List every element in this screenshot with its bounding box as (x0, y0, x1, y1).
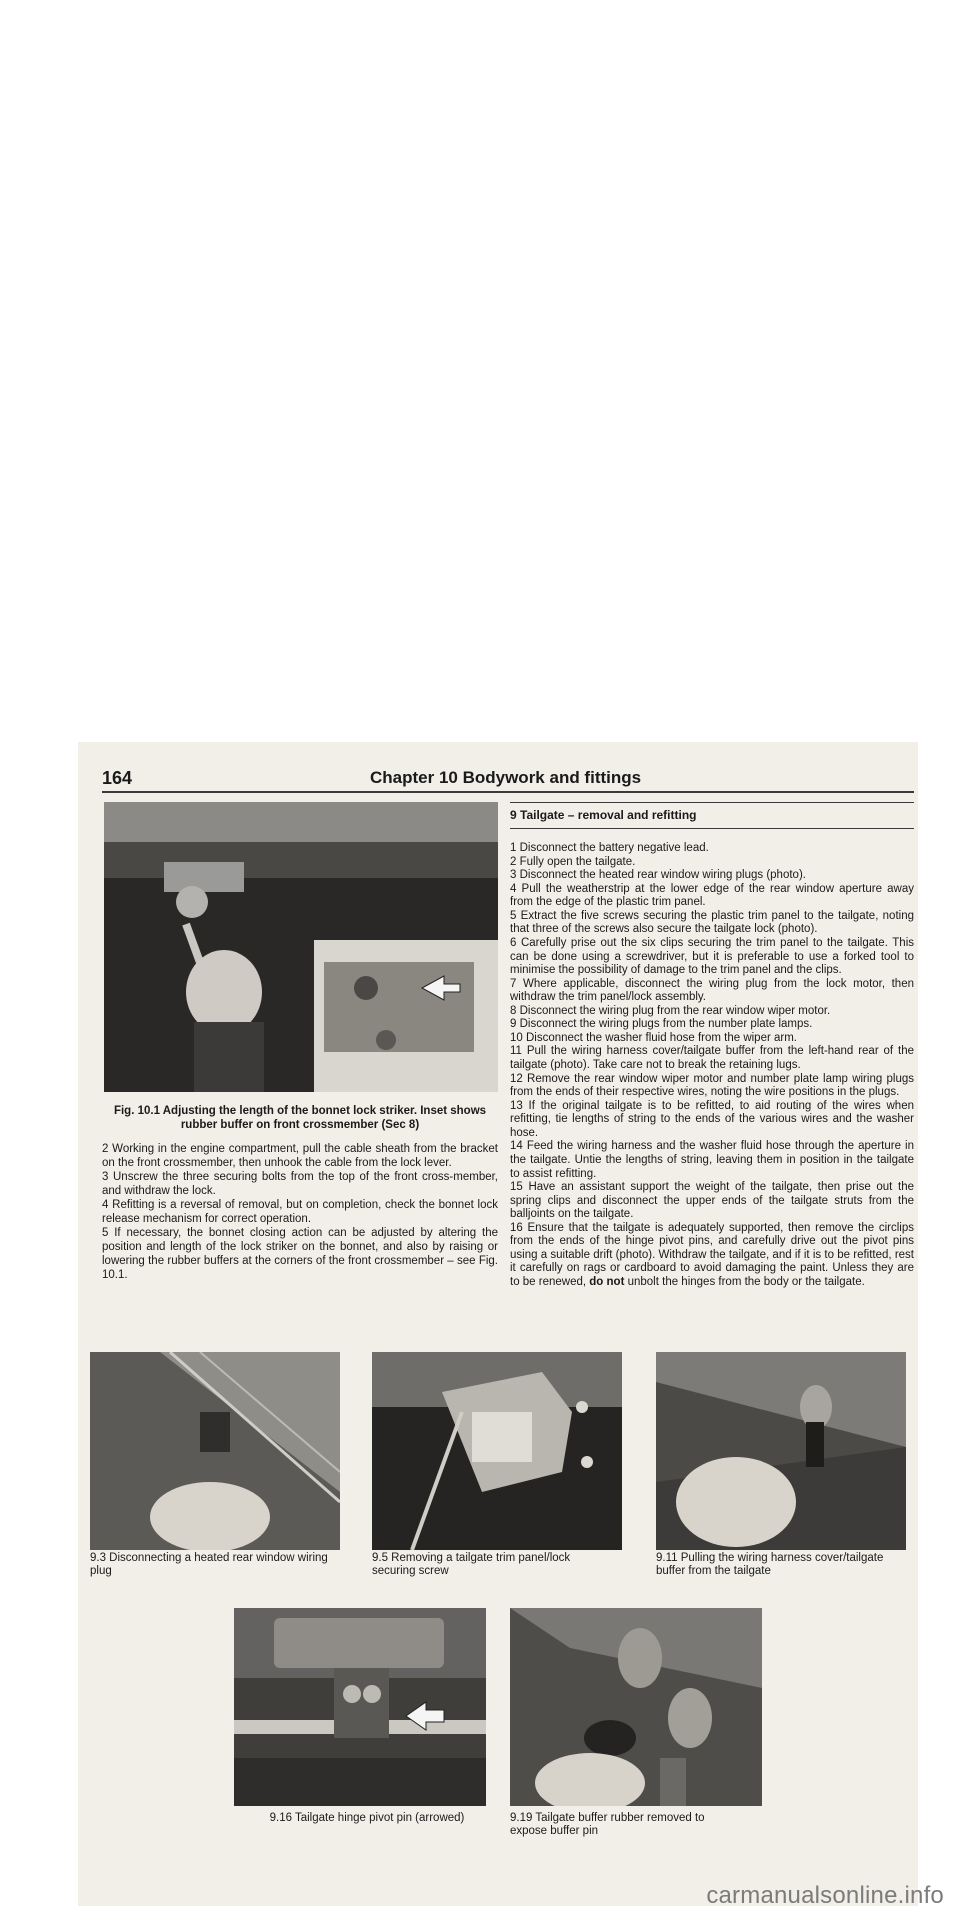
paragraph: 3 Unscrew the three securing bolts from the top of the front cross-member, and withdraw the lock. (102, 1171, 498, 1198)
photo-9-5 (372, 1352, 622, 1550)
watermark-text: carmanualsonline.info (706, 1882, 944, 1909)
photo-9-11 (656, 1352, 906, 1550)
paragraph: 11 Pull the wiring harness cover/tailgate buffer from the left-hand rear of the tailgate (photo). Take care not to break the retaining lugs. (510, 1045, 914, 1071)
photo-9-5-caption: 9.5 Removing a tailgate trim panel/lock securing screw (372, 1552, 571, 1578)
paragraph: 9 Disconnect the wiring plugs from the number plate lamps. (510, 1018, 813, 1031)
paragraph: 13 If the original tailgate is to be refitted, to aid routing of the wires when refitting, tie lengths of string to the ends of the various wires and the washer hose. (510, 1099, 914, 1139)
paragraph: 14 Feed the wiring harness and the washer fluid hose through the aperture in the tailgate. Untie the lengths of string, leaving them in position in the tailgate to assist refitting. (510, 1140, 914, 1180)
figure-caption-line2: rubber buffer on front crossmember (Sec 8) (180, 1119, 420, 1132)
photo-9-19-caption: 9.19 Tailgate buffer rubber removed to expose buffer pin (510, 1812, 705, 1838)
paragraph: 2 Working in the engine compartment, pull the cable sheath from the bracket on the front crossmember, then unhook the cable from the lock lever. (102, 1143, 498, 1170)
paragraph: 8 Disconnect the wiring plug from the rear window wiper motor. (510, 1004, 831, 1017)
photo-9-19 (510, 1608, 762, 1806)
paragraph-16-text-end: unbolt the hinges from the body or the tailgate. (624, 1276, 865, 1288)
photo-9-16-caption: 9.16 Tailgate hinge pivot pin (arrowed) (269, 1812, 465, 1824)
paragraph-16-text: 16 Ensure that the tailgate is adequately supported, then remove the circlips from the ends of the hinge pivot pins, and carefully drive out the pivot pins using a suitable drift (photo). Withdraw the tailgate, and if it is to be refitted, rest it carefully on rags or cardboard to avoid damaging the paint. Unless they are to be renewed, (510, 1221, 914, 1288)
paragraph: 5 Extract the five screws securing the plastic trim panel to the tailgate, noting that three of the screws also secure the tailgate lock (photo). (510, 909, 914, 936)
paragraph: 3 Disconnect the heated rear window wiring plugs (photo). (510, 869, 806, 882)
paragraph: 1 Disconnect the battery negative lead. (510, 842, 709, 854)
paragraph: 5 If necessary, the bonnet closing action can be adjusted by altering the position and length of the lock striker on the bonnet, and also by raising or lowering the rubber buffers at the corners of the front crossmember – see Fig. 10.1. (102, 1227, 498, 1282)
page-number: 164 (102, 768, 133, 788)
header-rule (102, 791, 914, 793)
paragraph: 4 Pull the weatherstrip at the lower edge of the rear window aperture away from the edge of the plastic trim panel. (510, 882, 914, 909)
right-text-column (510, 842, 914, 1290)
photo-9-3 (90, 1352, 340, 1550)
left-text-column (102, 1142, 498, 1282)
figure-caption-line1: Fig. 10.1 Adjusting the length of the bonnet lock striker. Inset shows (113, 1105, 487, 1117)
photo-9-16 (234, 1608, 486, 1806)
figure-10-1-photo (104, 802, 498, 1092)
paragraph: 10 Disconnect the washer fluid hose from the wiper arm. (510, 1031, 797, 1044)
photo-9-11-caption: 9.11 Pulling the wiring harness cover/tailgate buffer from the tailgate (656, 1552, 884, 1578)
section-heading: 9 Tailgate – removal and refitting (510, 808, 697, 822)
figure-caption (102, 1104, 498, 1133)
paragraph: 2 Fully open the tailgate. (510, 855, 636, 868)
paragraph-16 (510, 1222, 914, 1290)
paragraph-16-emphasis: do not (589, 1276, 625, 1288)
section-rule-bottom (510, 828, 914, 829)
paragraph: 15 Have an assistant support the weight of the tailgate, then prise out the spring clips and disconnect the upper ends of the tailgate struts from the balljoints on the tailgate. (510, 1181, 914, 1221)
photo-9-3-caption: 9.3 Disconnecting a heated rear window wiring plug (90, 1552, 328, 1578)
page-header (102, 762, 918, 802)
section-rule-top (510, 802, 914, 803)
paragraph: 12 Remove the rear window wiper motor and number plate lamp wiring plugs from the ends of their respective wires, noting the wire positions in the plugs. (510, 1072, 914, 1099)
paragraph: 6 Carefully prise out the six clips securing the trim panel to the tailgate. This can be done using a screwdriver, but it is preferable to use a forked tool to minimise the possibility of damage to the trim panel and the clips. (510, 936, 914, 977)
manual-page (78, 742, 918, 1906)
paragraph: 4 Refitting is a reversal of removal, but on completion, check the bonnet lock release mechanism for correct operation. (102, 1199, 498, 1226)
paragraph: 7 Where applicable, disconnect the wiring plug from the lock motor, then withdraw the trim panel/lock assembly. (510, 977, 914, 1004)
chapter-title: Chapter 10 Bodywork and fittings (370, 768, 642, 787)
